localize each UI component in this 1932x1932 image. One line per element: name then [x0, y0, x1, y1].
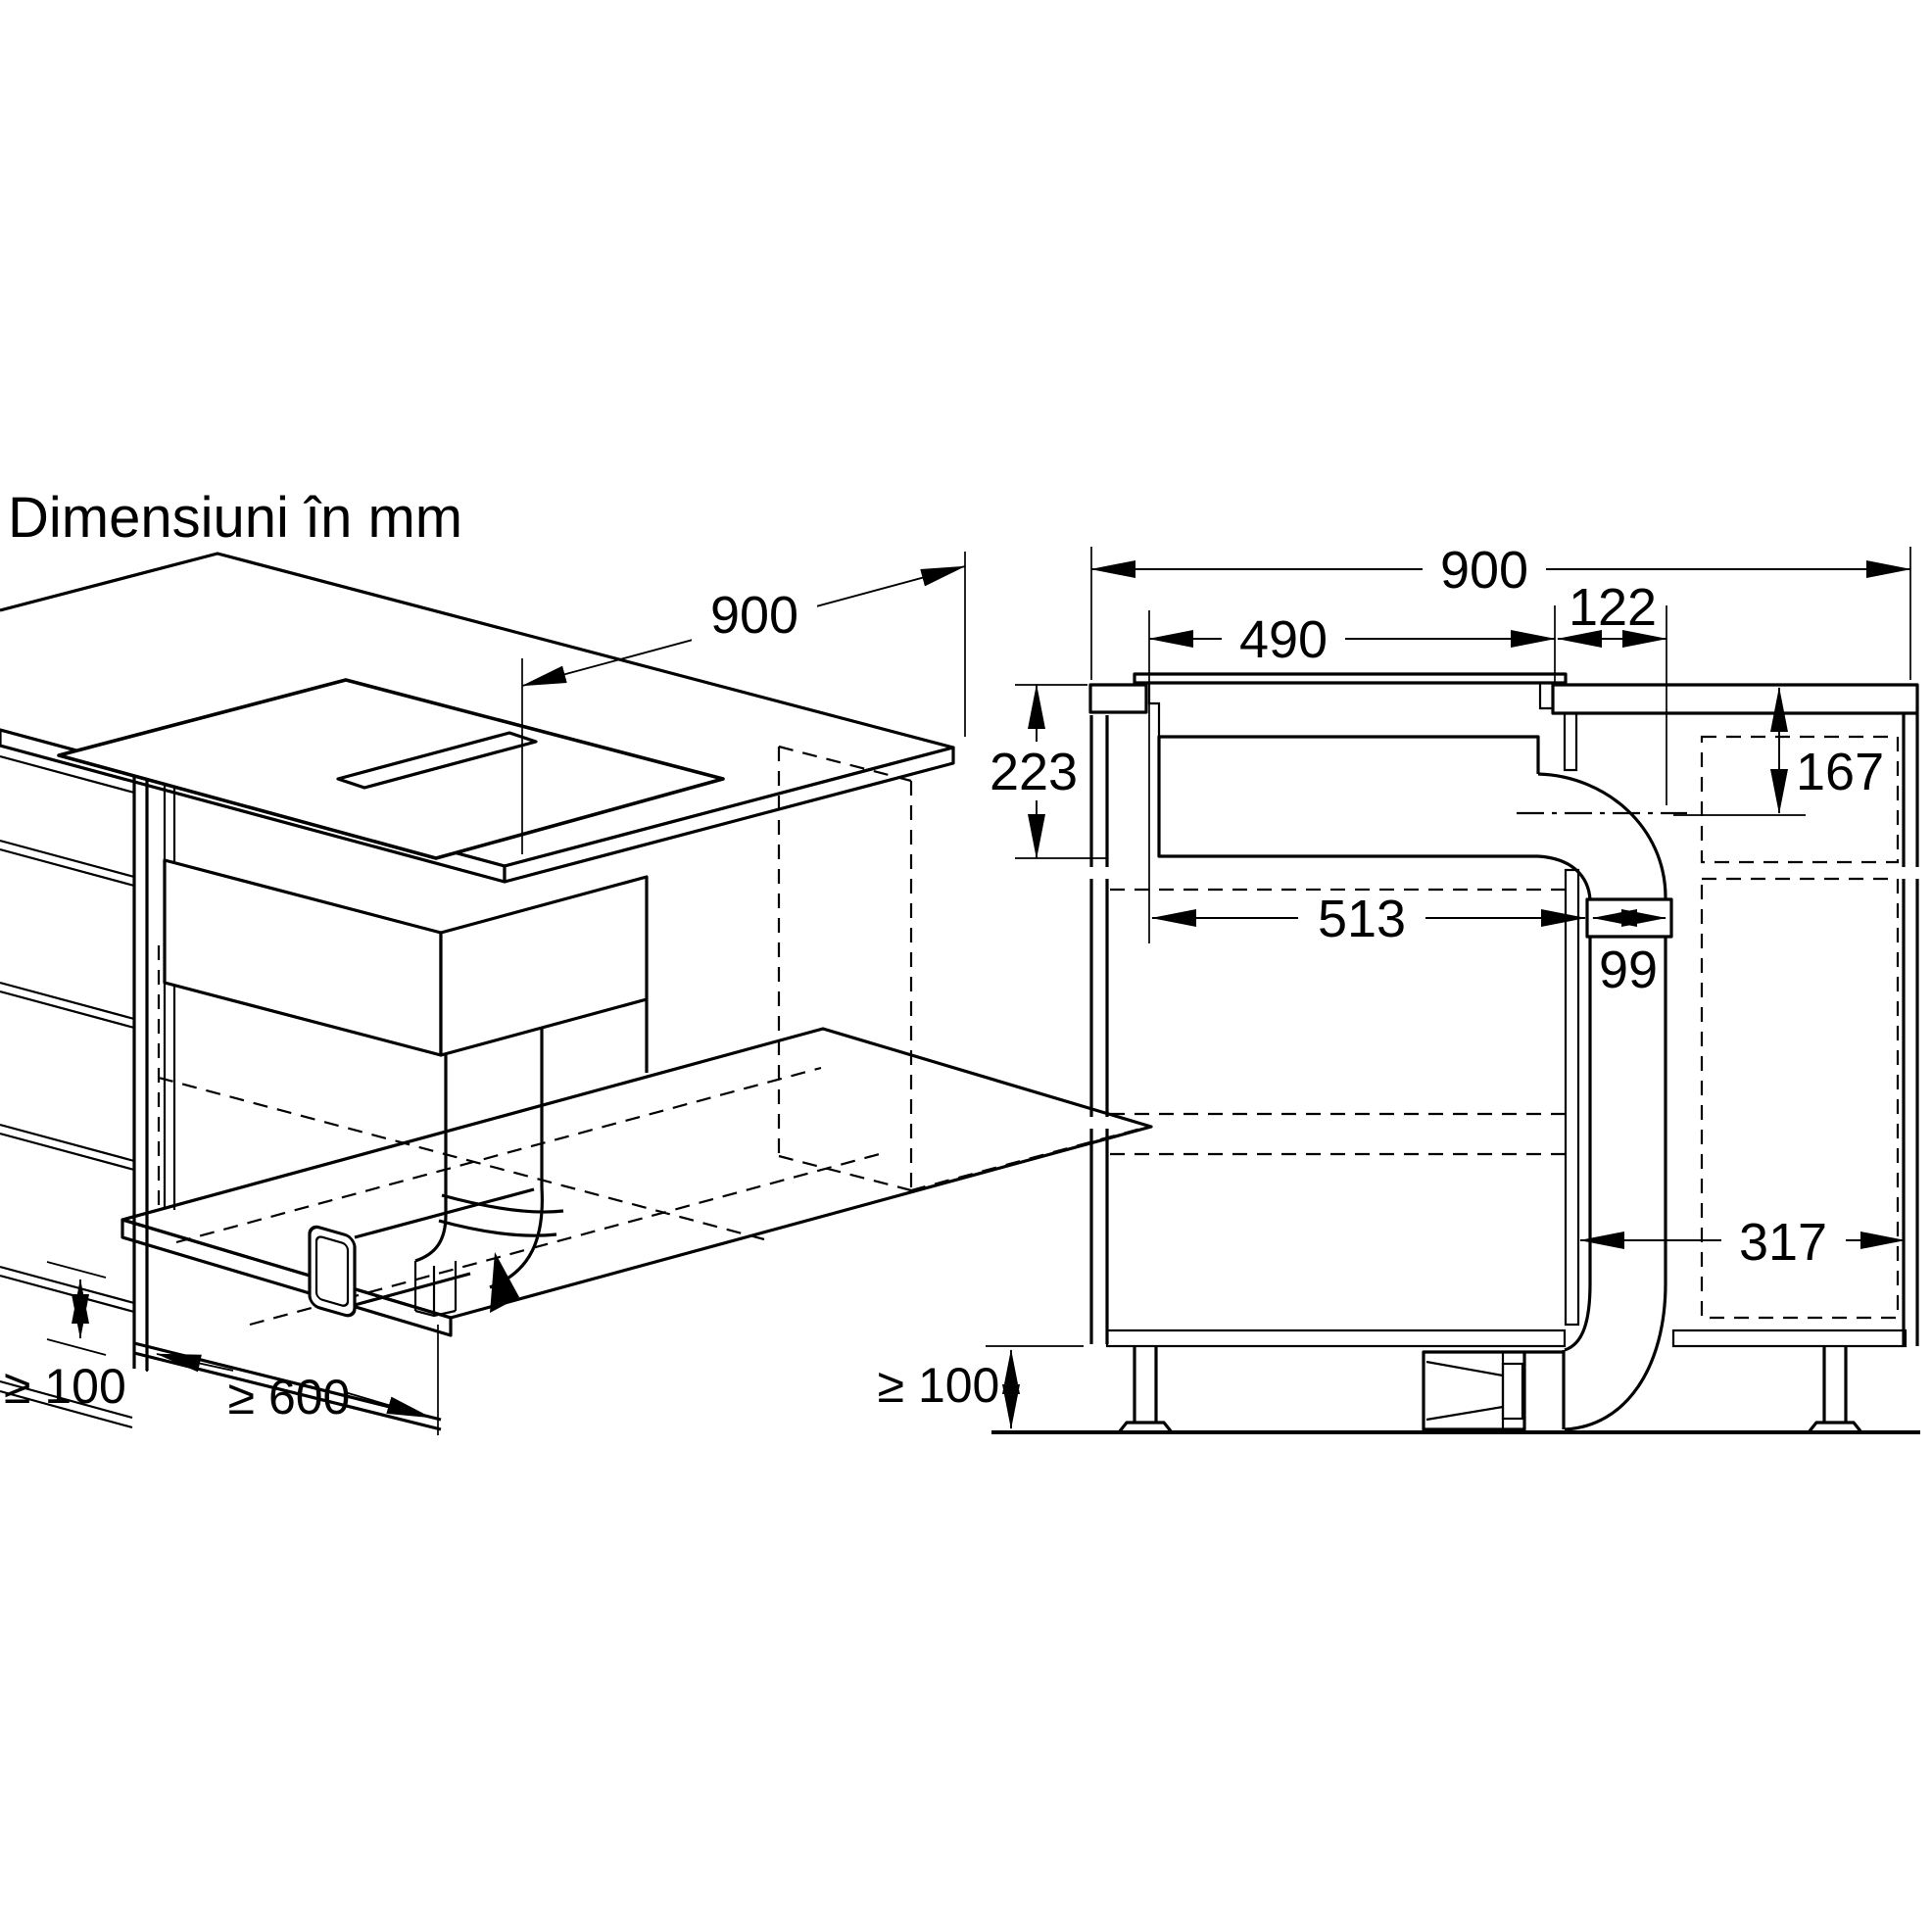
dim-label: ≥ 600: [227, 1370, 351, 1425]
dim-duct-to-wall: [1580, 1213, 1905, 1272]
right-cabinet-leg: [1809, 1346, 1861, 1432]
dim-label: 167: [1796, 743, 1885, 801]
hob-flange-steps: [1149, 683, 1553, 737]
isometric-view: [0, 552, 1151, 1435]
duct-upper-elbow: [1538, 774, 1666, 899]
worktop-left-section: [1090, 685, 1146, 712]
dim-plinth-height-section: [878, 1346, 1084, 1428]
cabinet-front-corner: [134, 777, 147, 1371]
dim-ticks: [47, 1262, 106, 1355]
dim-label: 490: [1238, 610, 1328, 669]
left-cabinet-wall: [1091, 715, 1107, 1344]
hob-body-side: [441, 877, 647, 1055]
left-cabinet-leg: [1119, 1346, 1172, 1432]
worktop-support-strip: [1565, 713, 1576, 770]
dim-label: 223: [989, 743, 1079, 801]
cabinet-shelf-edge: [122, 1220, 451, 1335]
dim-label: ≥ 100: [4, 1359, 126, 1414]
dim-niche-width: [1152, 890, 1585, 948]
dim-right-offset: [1558, 578, 1666, 805]
right-cabinet-wall: [1904, 713, 1917, 1346]
dim-label: 513: [1317, 890, 1407, 948]
left-cabinet-bottom: [1107, 1330, 1565, 1346]
cabinet-side-panel: [165, 784, 174, 1210]
dim-label: 900: [709, 586, 799, 645]
dim-label: ≥ 100: [877, 1358, 1000, 1413]
dim-label: 122: [1568, 578, 1658, 637]
dim-label: 99: [1598, 941, 1659, 999]
drawer-gaps: [0, 756, 134, 1427]
dim-worktop-width-section: [1091, 541, 1910, 680]
right-cabinet-bottom: [1673, 1330, 1906, 1346]
cabinet-shelf-top: [122, 1029, 1151, 1318]
duct-outlet-flange: [310, 1225, 355, 1318]
drawer-cabinet: [0, 756, 134, 1427]
dim-label: 900: [1439, 541, 1529, 600]
duct-lower-elbow: [1524, 1283, 1666, 1429]
cabinet-side-wall-strip: [1566, 870, 1578, 1325]
hob-body-iso: [165, 860, 647, 1055]
outlet-wedge: [490, 1252, 519, 1313]
dim-leader-right: [345, 1392, 431, 1418]
section-view: [878, 541, 1920, 1432]
dim-cabinet-width-iso: [147, 1288, 438, 1435]
page-title: Dimensiuni în mm: [8, 486, 463, 550]
dim-label: 317: [1738, 1213, 1828, 1272]
hob-body-front: [165, 860, 441, 1055]
hob-glass-section: [1135, 674, 1566, 683]
worktop-right-section: [1553, 685, 1917, 713]
hob-body-section: [1159, 737, 1538, 856]
dim-duct-axis-drop: [1673, 688, 1884, 815]
blower: [1424, 1352, 1524, 1429]
dim-installation-height: [982, 685, 1107, 858]
